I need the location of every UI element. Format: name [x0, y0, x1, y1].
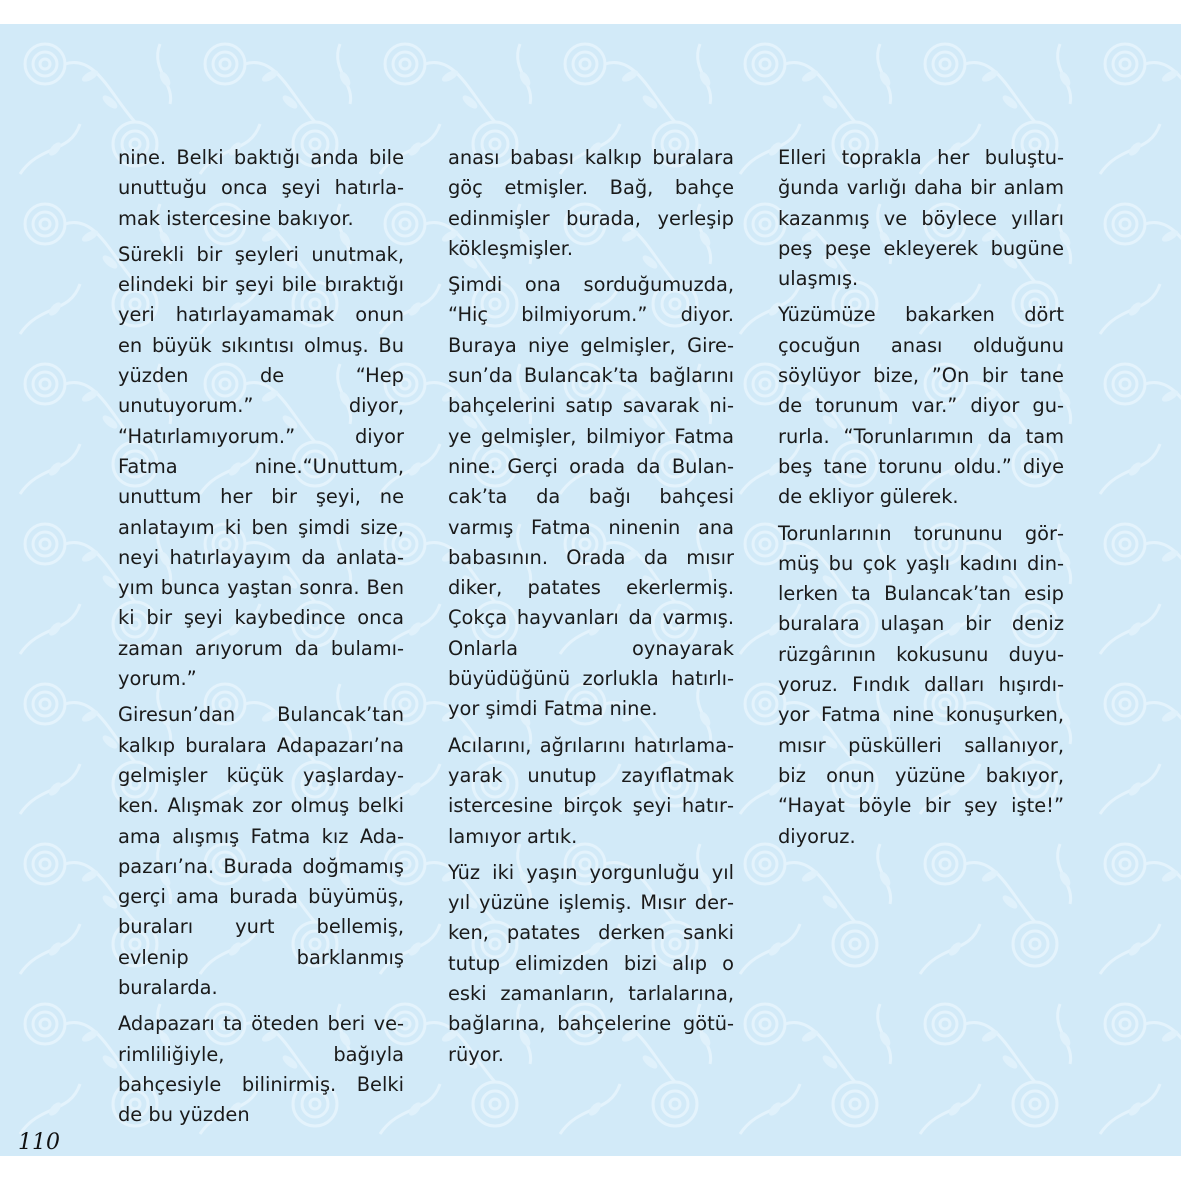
paragraph: Şimdi ona sorduğumuzda, “Hiç bilmiyorum.” diyor. Buraya niye gelmişler, Giresun’da Bulancak’ta bağlarını bahçelerini satıp savarak niye gelmişler, bilmiyor Fatma nine. Gerçi orada da Bulancak’ta da bağı bahçesi varmış Fatma ninenin ana babasının. Orada da mısır diker, patates ekerlermiş. Çokça hayvanları da varmış. Onlarla oynayarak büyüdüğünü zorlukla hatırlıyor şimdi Fatma nine. [448, 273, 734, 721]
text-column-2 [448, 143, 734, 1076]
page-number: 110 [18, 1130, 60, 1155]
text-column-1 [118, 143, 404, 1137]
paragraph: nine. Belki baktığı anda bile unuttuğu onca şeyi hatırlamak istercesine bakıyor. [118, 146, 404, 230]
paragraph: Sürekli bir şeyleri unutmak, elindeki bir şeyi bile bıraktığı yeri hatırlayamamak onun en büyük sıkıntısı olmuş. Bu yüzden de “Hep unutuyorum.” diyor, “Hatırlamıyorum.” diyor Fatma nine.“Unuttum, unuttum her bir şeyi, ne anlatayım ki ben şimdi size, neyi hatırlayayım da anlatayım bunca yaştan sonra. Ben ki bir şeyi kaybedince onca zaman arıyorum da bulamıyorum.” [118, 242, 404, 691]
text-column-3 [778, 143, 1064, 858]
paragraph: Yüzümüze bakarken dört çocuğun anası olduğunu söylüyor bize, ”On bir tane de torunum var.” diyor gururla. “Torunlarımın da tam beş tane torunu oldu.” diye de ekliyor gülerek. [778, 303, 1064, 509]
paragraph: anası babası kalkıp buralara göç etmişler. Bağ, bahçe edinmişler burada, yerleşip kökleşmişler. [448, 146, 734, 260]
paragraph: Yüz iki yaşın yorgunluğu yıl yıl yüzüne işlemiş. Mısır derken, patates derken sanki tutup elimizden bizi alıp o eski zamanların, tarlalarına, bağlarına, bahçelerine götürüyor. [448, 860, 734, 1066]
paragraph: Acılarını, ağrılarını hatırlamayarak unutup zayıflatmak istercesine birçok şeyi hatırlamıyor artık. [448, 733, 734, 848]
paragraph: Giresun’dan Bulancak’tan kalkıp buralara Adapazarı’na gelmişler küçük yaşlardayken. Alışmak zor olmuş belki ama alışmış Fatma kız Adapazarı’na. Burada doğmamış gerçi ama burada büyümüş, buraları yurt bellemiş, evlenip barklanmış buralarda. [118, 703, 404, 1000]
paragraph: Adapazarı ta öteden beri verimliliğiyle, bağıyla bahçesiyle bilinirmiş. Belki de bu yüzden [118, 1012, 404, 1127]
paragraph: Elleri toprakla her buluştuğunda varlığı daha bir anlam kazanmış ve böylece yılları peş peşe ekleyerek bugüne ulaşmış. [778, 146, 1064, 291]
paragraph: Torunlarının torununu görmüş bu çok yaşlı kadını dinlerken ta Bulancak’tan esip buralara ulaşan bir deniz rüzgârının kokusunu duyuyoruz. Fındık dalları hışırdıyor Fatma nine konuşurken, mısır püskülleri sallanıyor, biz onun yüzüne bakıyor, “Hayat böyle bir şey işte!” diyoruz. [778, 521, 1064, 848]
